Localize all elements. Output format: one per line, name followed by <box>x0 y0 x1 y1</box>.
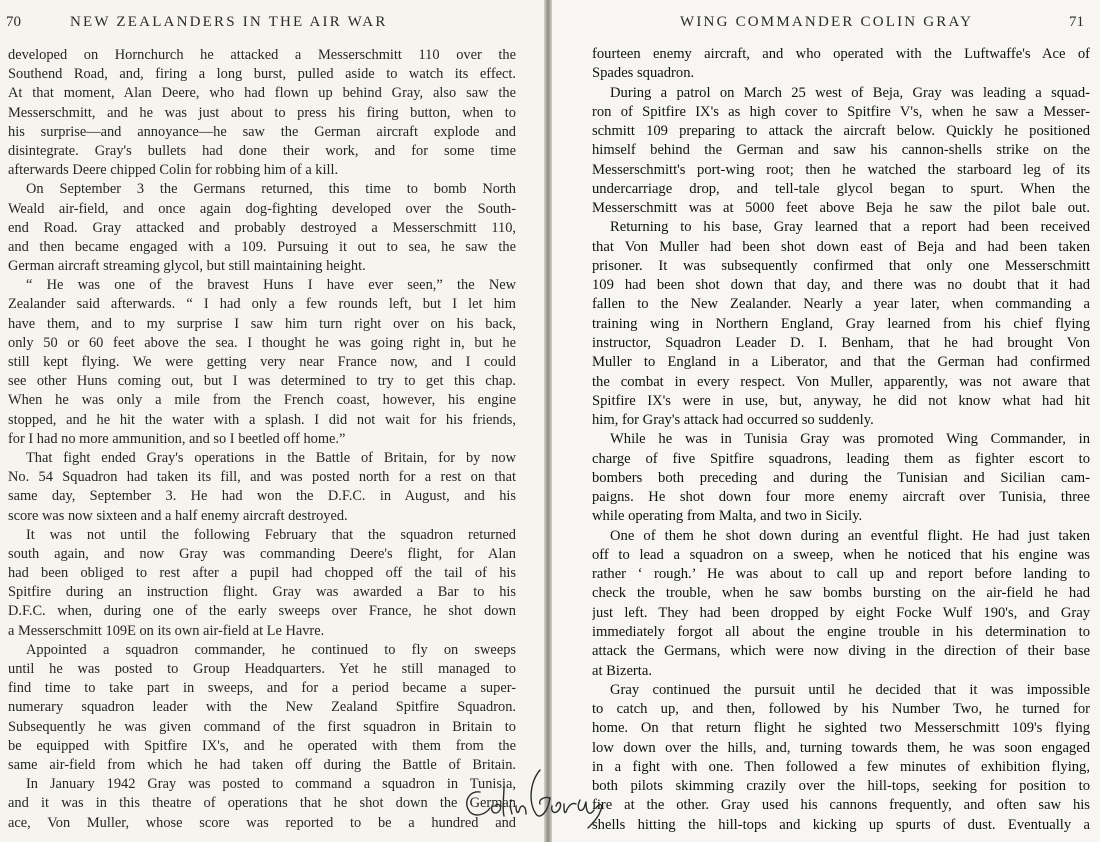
left-text-line: afterwards Deere chipped Colin for robbing him of a kill. <box>8 162 339 179</box>
right-text-line: to catch up, and then, followed by his Number Two, he turned for <box>592 701 1090 718</box>
right-text-line: Messerschmitt's port-wing root; then he watched the starboard leg of its <box>592 161 1090 178</box>
right-running-head: WING COMMANDER COLIN GRAY <box>680 14 974 30</box>
right-text-line: check the trouble, when he saw bombs bursting on the air-field he had <box>592 585 1090 602</box>
right-text-line: immediately forgot all about the engine trouble in his determination to <box>592 623 1090 640</box>
left-text-line: It was not until the following February that the squadron returned <box>26 526 516 543</box>
right-text-line: One of them he shot down during an eventful flight. He had just taken <box>610 527 1090 544</box>
right-text-line: attack the Germans, which were now diving in the direction of their base <box>592 643 1090 660</box>
left-text-line: “ He was one of the bravest Huns I have ever seen,” the New <box>26 277 516 294</box>
left-text-line: Weald air-field, and once again dog-fighting developed over the South- <box>8 200 516 217</box>
left-text-line: same day, September 3. He had won the D.F.C. in August, and his <box>8 488 516 505</box>
left-text-line: score was now sixteen and a half enemy aircraft destroyed. <box>8 507 348 524</box>
left-text-line: Subsequently he was given command of the first squadron in Britain to <box>8 718 516 735</box>
right-text-line: 109 had been shot down that day, and there was no doubt that it had <box>592 277 1090 294</box>
left-text-line: Messerschmitt, and he was just about to press his firing button, when to <box>8 104 516 121</box>
left-text-line: same air-field from which he had taken off during the Battle of Britain. <box>8 756 516 773</box>
left-text-line: On September 3 the Germans returned, this time to bomb North <box>26 181 516 198</box>
right-text-line: bombers both preceding and during the Tunisian and Sicilian cam- <box>592 469 1090 486</box>
left-page-header <box>6 14 526 36</box>
left-text-line: Zealander said afterwards. “ I had only a few rounds left, but I let him <box>8 296 516 313</box>
left-text-line: until he was posted to Group Headquarters. Yet he still managed to <box>8 661 516 677</box>
left-text-line: developed on Hornchurch he attacked a Messerschmitt 110 over the <box>8 47 516 63</box>
left-text-line: No. 54 Squadron had taken its fill, and was posted north for a rest on that <box>8 469 516 486</box>
handwritten-signature <box>440 762 620 832</box>
right-text-line: Muller to England in a Liberator, and that the German had confirmed <box>592 354 1090 371</box>
right-text-line: paigns. He shot down four more enemy aircraft over Tunisia, three <box>592 489 1090 506</box>
right-text-line: Messerschmitt was at 5000 feet above Beja he saw the pilot bale out. <box>592 200 1090 217</box>
right-text-line: fourteen enemy aircraft, and who operated with the Luftwaffe's Ace of <box>592 46 1090 62</box>
right-text-line: himself behind the German and saw his cannon-shells strike on the <box>592 142 1090 159</box>
left-text-line: stopped, and he hit the water with a splash. I did not wait for his friends, <box>8 411 516 428</box>
right-page-header <box>680 14 1092 36</box>
left-text-line: German aircraft streaming glycol, but still maintaining height. <box>8 258 366 275</box>
left-text-line: still kept flying. We were getting very near France now, and I could <box>8 354 516 370</box>
left-text-line: be equipped with Spitfire IX's, and he operated with them from the <box>8 737 516 754</box>
right-text-line: ron of Spitfire IX's as high cover to Spitfire V's, when he saw a Messer- <box>592 103 1090 120</box>
left-text-line: D.F.C. when, during one of the early sweeps over France, he shot down <box>8 603 516 620</box>
book-gutter <box>544 0 552 842</box>
right-text-line: the combat in every respect. Von Muller, apparently, was not aware that <box>592 373 1090 390</box>
left-text-line: and it was in this theatre of operations that he shot down the German <box>8 795 516 812</box>
right-text-line: charge of five Spitfire squadrons, leading them as fighter escort to <box>592 450 1090 467</box>
right-text-line: that Von Muller had been shot down east of Beja and had been taken <box>592 238 1090 255</box>
right-text-line: Spitfire IX's were in use, but, anyway, he did not know what had hit <box>592 392 1090 409</box>
left-text-line: have them, and to my surprise I saw him turn right over on his back, <box>8 315 516 332</box>
right-text-line: him, for Gray's attack had occurred so suddenly. <box>592 412 874 429</box>
left-text-line: numerary squadron leader with the New Zealand Spitfire Squadron. <box>8 699 516 716</box>
right-page <box>552 0 1100 842</box>
right-text-line: in a fight with one. Then followed a few minutes of exhibition flying, <box>592 758 1090 775</box>
right-text-line: schmitt 109 preparing to attack the aircraft below. Quickly he positioned <box>592 123 1090 140</box>
left-text-line: for I had no more ammunition, and so I beetled off home.” <box>8 430 346 447</box>
right-text-line: fire at the other. Gray used his cannons frequently, and often saw his <box>592 797 1090 814</box>
left-text-line: end Road. Gray attacked and probably destroyed a Messerschmitt 110, <box>8 219 516 236</box>
left-running-head: NEW ZEALANDERS IN THE AIR WAR <box>70 14 388 30</box>
left-text-line: ace, Von Muller, whose score was reported to be a hundred and <box>8 814 516 831</box>
right-text-line: fallen to the New Zealander. Nearly a year later, when commanding a <box>592 296 1090 313</box>
right-text-line: Gray continued the pursuit until he decided that it was impossible <box>610 681 1090 698</box>
left-page <box>0 0 544 842</box>
right-text-line: while operating from Malta, and two in Sicily. <box>592 508 863 525</box>
left-text-line: At that moment, Alan Deere, who had flown up behind Gray, also saw the <box>8 85 516 102</box>
left-text-line: When he was only a mile from the French coast, however, his engine <box>8 392 516 409</box>
left-page-body <box>8 46 516 833</box>
left-text-line: his surprise—and annoyance—he saw the German aircraft explode and <box>8 123 516 140</box>
left-text-line: only 50 or 60 feet above the sea. I thought he was going right in, but he <box>8 334 516 351</box>
left-text-line: and then became engaged with a 109. Pursuing it out to sea, he saw the <box>8 238 516 255</box>
right-text-line: undercarriage drop, and tell-tale glycol began to spurt. When the <box>592 180 1090 197</box>
left-text-line: Southend Road, and, firing a long burst, pulled aside to watch its effect. <box>8 66 516 83</box>
left-text-line: disintegrate. Gray's bullets had done their work, and for some time <box>8 142 516 159</box>
right-text-line: low down over the hills, and, turning towards them, he was soon engaged <box>592 739 1090 756</box>
left-text-line: That fight ended Gray's operations in the Battle of Britain, for by now <box>26 449 516 466</box>
left-text-line: had been obliged to rest after a pupil had chopped off the tail of his <box>8 565 516 582</box>
right-text-line: prisoner. It was subsequently confirmed that only one Messerschmitt <box>592 257 1090 274</box>
right-text-line: Returning to his base, Gray learned that a report had been received <box>610 219 1090 236</box>
left-text-line: see other Huns coming out, but I was determined to try to get this chap. <box>8 373 516 390</box>
right-text-line: instructor, Squadron Leader D. I. Benham, that he had brought Von <box>592 334 1090 351</box>
right-page-body <box>592 45 1090 835</box>
right-text-line: both pilots skimming crazily over the hill-tops, seeking for position to <box>592 778 1090 795</box>
right-text-line: training wing in Northern England, Gray learned from his chief flying <box>592 315 1090 332</box>
right-text-line: During a patrol on March 25 west of Beja, Gray was leading a squad- <box>610 84 1090 101</box>
right-text-line: shells hitting the hill-tops and kicking up spurts of dust. Eventually a <box>592 816 1090 833</box>
left-text-line: a Messerschmitt 109E on its own air-field at Le Havre. <box>8 622 325 639</box>
left-text-line: Spitfire during an instruction flight. Gray was awarded a Bar to his <box>8 584 516 601</box>
left-text-line: find time to take part in sweeps, and for a period became a super- <box>8 680 516 697</box>
right-page-number: 71 <box>1069 14 1084 30</box>
right-text-line: at Bizerta. <box>592 662 652 679</box>
right-text-line: rather ‘ rough.’ He was about to call up and report before landing to <box>592 566 1090 583</box>
right-text-line: just left. They had been dropped by eight Focke Wulf 190's, and Gray <box>592 604 1090 621</box>
right-text-line: Spades squadron. <box>592 65 695 82</box>
signature-icon <box>440 762 620 832</box>
right-text-line: While he was in Tunisia Gray was promoted Wing Commander, in <box>610 431 1090 448</box>
left-text-line: south again, and now Gray was commanding Deere's flight, for Alan <box>8 545 516 562</box>
left-text-line: In January 1942 Gray was posted to command a squadron in Tunisia, <box>26 776 516 793</box>
left-text-line: Appointed a squadron commander, he continued to fly on sweeps <box>26 641 516 658</box>
right-text-line: home. On that return flight he sighted two Messerschmitt 109's flying <box>592 720 1090 737</box>
left-page-number: 70 <box>6 14 21 30</box>
right-text-line: off to lead a squadron on a sweep, when he noticed that his engine was <box>592 546 1090 563</box>
